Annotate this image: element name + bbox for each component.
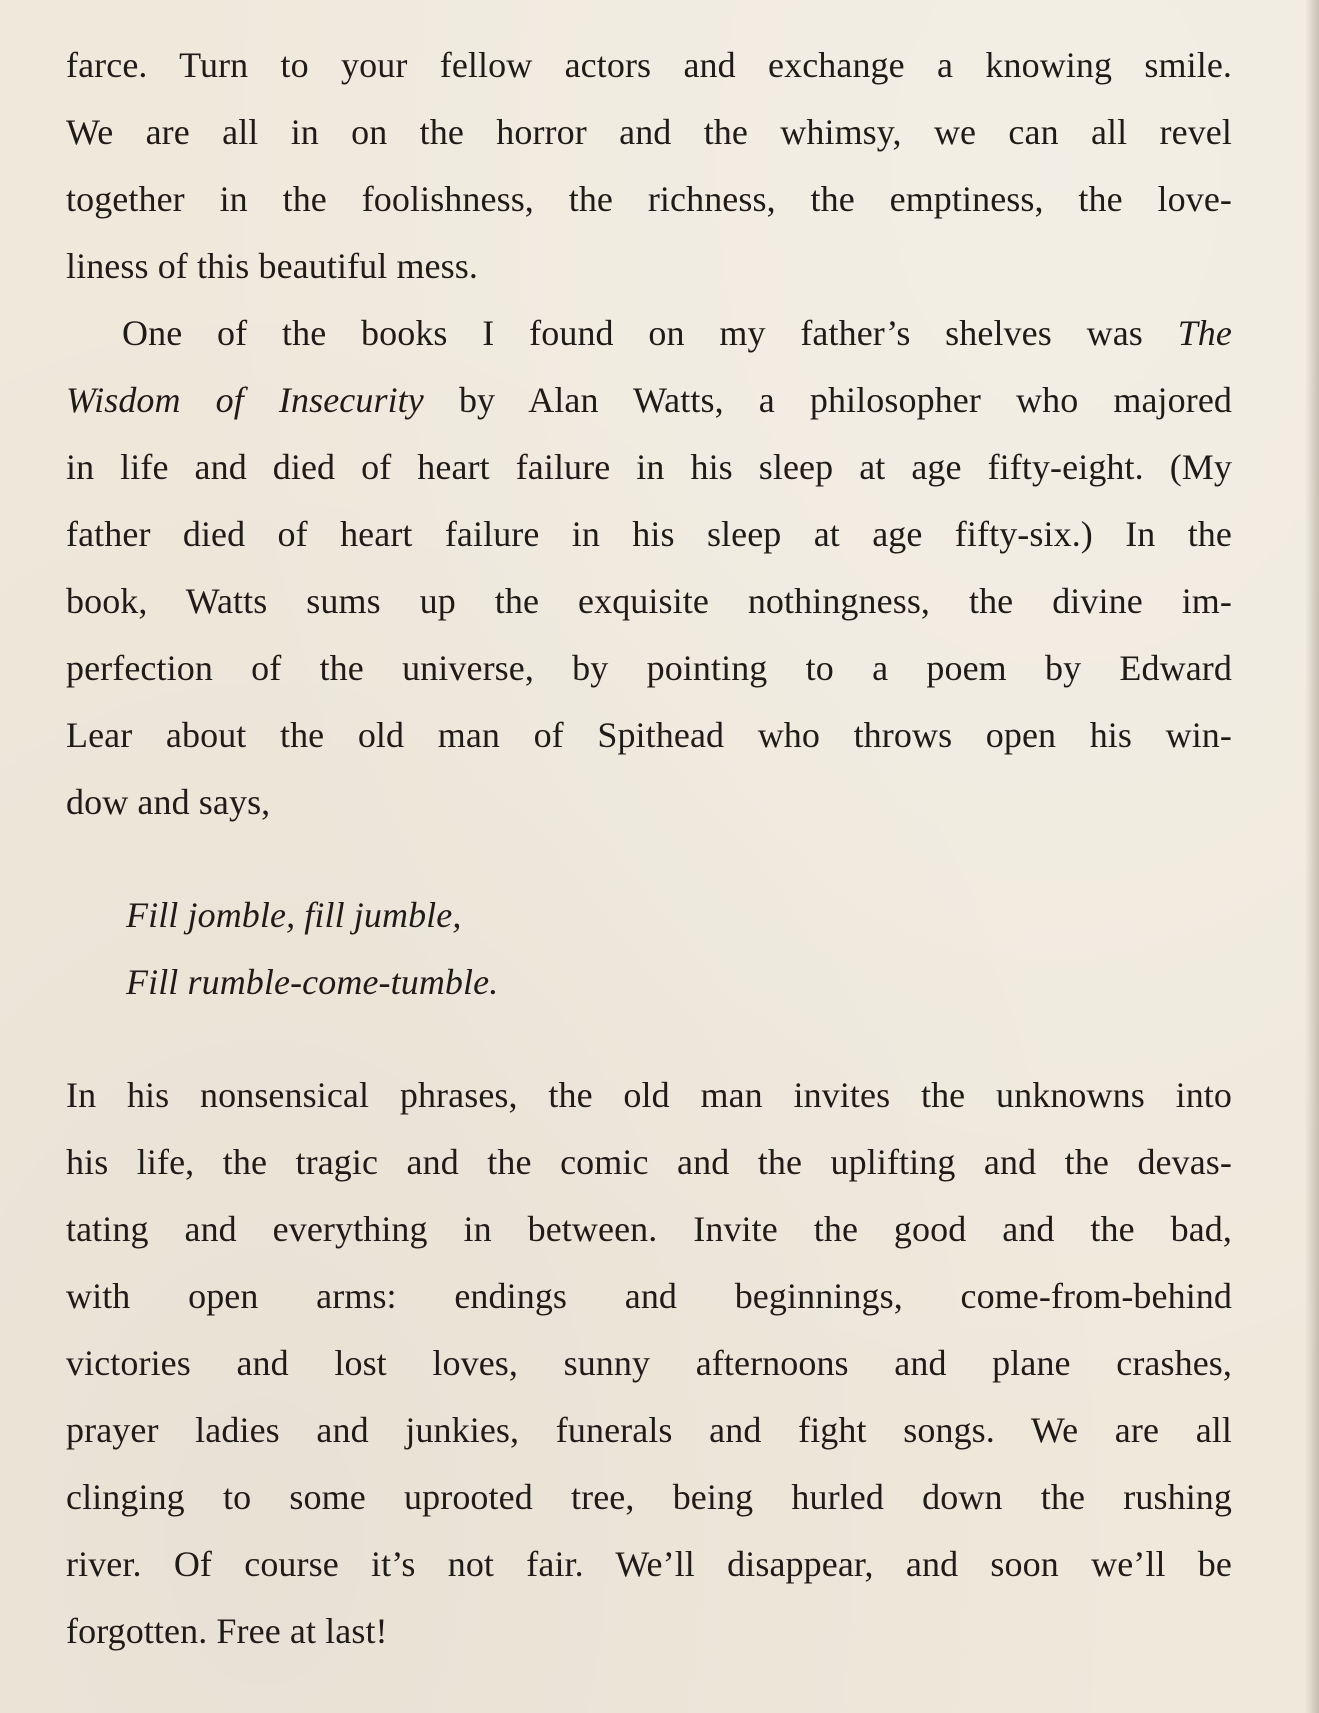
verse-line: Fill rumble-come-tumble.: [126, 962, 499, 1002]
verse-line: Fill jomble, fill jumble,: [126, 895, 462, 935]
book-title: Wisdom of Insecurity: [66, 380, 424, 420]
text-line: perfection of the universe, by pointing to a poem by Edward: [66, 648, 1232, 688]
text-line: with open arms: endings and beginnings, come-from-behind: [66, 1276, 1232, 1316]
text-line: forgotten. Free at last!: [66, 1611, 388, 1651]
text-line: victories and lost loves, sunny afternoons and plane crashes,: [66, 1343, 1232, 1383]
body-text: [66, 32, 1232, 1665]
text-line: farce. Turn to your fellow actors and exchange a knowing smile.: [66, 45, 1232, 85]
spacer: [66, 836, 1232, 882]
line-text: by Alan Watts, a philosopher who majored: [458, 380, 1232, 420]
text-line: dow and says,: [66, 782, 271, 822]
text-line: liness of this beautiful mess.: [66, 246, 478, 286]
book-title-fragment: The: [1177, 313, 1232, 353]
text-line: father died of heart failure in his sleep at age fifty-six.) In the: [66, 514, 1232, 554]
paragraph-nonsensical-phrases: [66, 1062, 1232, 1665]
text-line: prayer ladies and junkies, funerals and fight songs. We are all: [66, 1410, 1232, 1450]
text-line: in life and died of heart failure in his sleep at age fifty-eight. (My: [66, 447, 1232, 487]
text-line: river. Of course it’s not fair. We’ll disappear, and soon we’ll be: [66, 1544, 1232, 1584]
paragraph-continuation: [66, 32, 1232, 300]
spacer: [66, 1016, 1232, 1062]
paragraph-alan-watts: [66, 300, 1232, 836]
text-line: In his nonsensical phrases, the old man invites the unknowns into: [66, 1075, 1232, 1115]
text-line: book, Watts sums up the exquisite nothingness, the divine im-: [66, 581, 1232, 621]
text-line: We are all in on the horror and the whimsy, we can all revel: [66, 112, 1232, 152]
text-line: clinging to some uprooted tree, being hurled down the rushing: [66, 1477, 1232, 1517]
text-line: his life, the tragic and the comic and the uplifting and the devas-: [66, 1142, 1232, 1182]
line-text: One of the books I found on my father’s shelves was: [122, 313, 1143, 353]
text-line: [66, 367, 1232, 434]
text-line: [66, 300, 1232, 367]
text-line: tating and everything in between. Invite the good and the bad,: [66, 1209, 1232, 1249]
text-line: Lear about the old man of Spithead who throws open his win-: [66, 715, 1232, 755]
verse-quote: [66, 882, 1232, 1016]
page-edge-shadow: [1305, 0, 1319, 1713]
text-line: together in the foolishness, the richness, the emptiness, the love-: [66, 179, 1232, 219]
